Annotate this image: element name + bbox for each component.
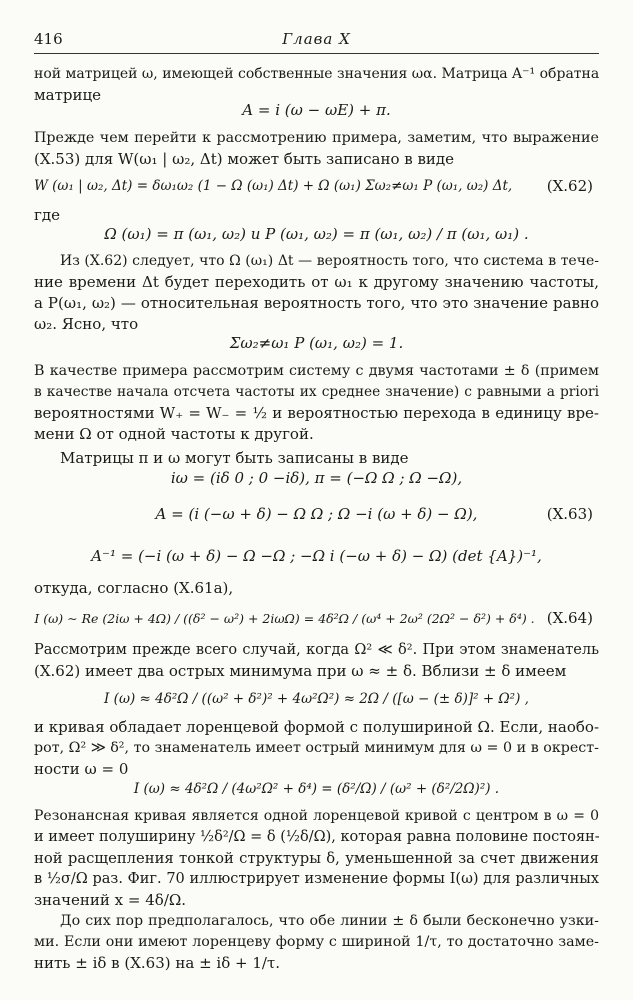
text-line: рот, Ω² ≫ δ², то знаменатель имеет острый минимум для ω = 0 и в окрест-: [34, 740, 599, 756]
text-line: в качестве начала отсчета частоты их среднее значение) с равными a priori: [34, 384, 599, 400]
equation-number: (X.63): [546, 505, 593, 523]
text-line: Матрицы π и ω могут быть записаны в виде: [60, 449, 409, 467]
equation-body: W (ω₁ | ω₂, Δt) = δω₁ω₂ (1 − Ω (ω₁) Δt) + Ω (ω₁) Σω₂≠ω₁ P (ω₁, ω₂) Δt,: [34, 178, 513, 194]
equation-number: (X.64): [546, 609, 593, 627]
text-line: ной матрицей ω, имеющей собственные значения ωα. Матрица A⁻¹ обратна: [34, 66, 600, 82]
equation-body: iω = (iδ 0 ; 0 −iδ), π = (−Ω Ω ; Ω −Ω),: [170, 469, 463, 487]
text-line: До сих пор предполагалось, что обе линии ± δ были бесконечно узки-: [60, 913, 599, 929]
equation-body: A⁻¹ = (−i (ω + δ) − Ω −Ω ; −Ω i (−ω + δ) − Ω) (det {A})⁻¹,: [91, 547, 542, 565]
equation-body: Ω (ω₁) = π (ω₁, ω₂) и P (ω₁, ω₂) = π (ω₁, ω₂) / π (ω₁, ω₁) .: [104, 225, 529, 243]
text-line: нить ± iδ в (X.63) на ± iδ + 1/τ.: [34, 954, 281, 972]
text-line: ние времени Δt будет переходить от ω₁ к другому значению частоты,: [34, 273, 599, 291]
text-line: откуда, согласно (X.61a),: [34, 579, 234, 597]
equation-body: A = (i (−ω + δ) − Ω Ω ; Ω −i (ω + δ) − Ω),: [155, 505, 478, 523]
equation-body: I (ω) ≈ 4δ²Ω / ((ω² + δ²)² + 4ω²Ω²) ≈ 2Ω / ([ω − (± δ)]² + Ω²) ,: [104, 691, 529, 707]
page-header: [34, 30, 599, 52]
equation-body: A = i (ω − ωE) + π.: [242, 101, 391, 119]
equation-number: (X.62): [546, 177, 593, 195]
text-line: где: [34, 206, 60, 224]
text-line: и имеет полуширину ½δ²/Ω = δ (½δ/Ω), которая равна половине постоян-: [34, 829, 600, 845]
text-line: Из (X.62) следует, что Ω (ω₁) Δt — вероятность того, что система в тече-: [60, 253, 599, 269]
text-line: значений x = 4δ/Ω.: [34, 891, 187, 909]
equation-body: I (ω) ∼ Re (2iω + 4Ω) / ((δ² − ω²) + 2iωΩ) = 4δ²Ω / (ω⁴ + 2ω² (2Ω² − δ²) + δ⁴) .: [34, 611, 535, 626]
text-line: ности ω = 0: [34, 760, 129, 778]
text-line: и кривая обладает лоренцевой формой с полушириной Ω. Если, наобо-: [34, 718, 600, 736]
text-line: ω₂. Ясно, что: [34, 315, 139, 333]
equation-body: I (ω) ≈ 4δ²Ω / (4ω²Ω² + δ⁴) = (δ²/Ω) / (ω² + (δ²/2Ω)²) .: [133, 781, 500, 797]
page-number: 416: [34, 30, 63, 48]
text-line: Резонансная кривая является одной лоренцевой кривой с центром в ω = 0: [34, 808, 599, 824]
text-line: Рассмотрим прежде всего случай, когда Ω² ≪ δ². При этом знаменатель: [34, 642, 599, 658]
text-line: (X.53) для W(ω₁ | ω₂, Δt) может быть записано в виде: [34, 150, 455, 168]
text-line: в ½σ/Ω раз. Фиг. 70 иллюстрирует изменение формы I(ω) для различных: [34, 871, 599, 887]
text-line: а P(ω₁, ω₂) — относительная вероятность того, что это значение равно: [34, 294, 599, 312]
text-line: ми. Если они имеют лоренцеву форму с шириной 1/τ, то достаточно заме-: [34, 934, 599, 950]
text-line: матрице: [34, 86, 102, 104]
chapter-title: Глава X: [282, 30, 351, 48]
text-line: вероятностями W₊ = W₋ = ½ и вероятностью перехода в единицу вре-: [34, 404, 599, 422]
text-line: Прежде чем перейти к рассмотрению примера, заметим, что выражение: [34, 130, 599, 146]
equation-body: Σω₂≠ω₁ P (ω₁, ω₂) = 1.: [229, 334, 404, 352]
text-line: (X.62) имеет два острых минимума при ω ≈ ± δ. Вблизи ± δ имеем: [34, 662, 567, 680]
text-line: ной расщепления тонкой структуры δ, уменьшенной за счет движения: [34, 850, 599, 867]
text-line: В качестве примера рассмотрим систему с двумя частотами ± δ (примем: [34, 363, 599, 379]
header-rule: [34, 53, 599, 54]
text-line: мени Ω от одной частоты к другой.: [34, 425, 314, 443]
